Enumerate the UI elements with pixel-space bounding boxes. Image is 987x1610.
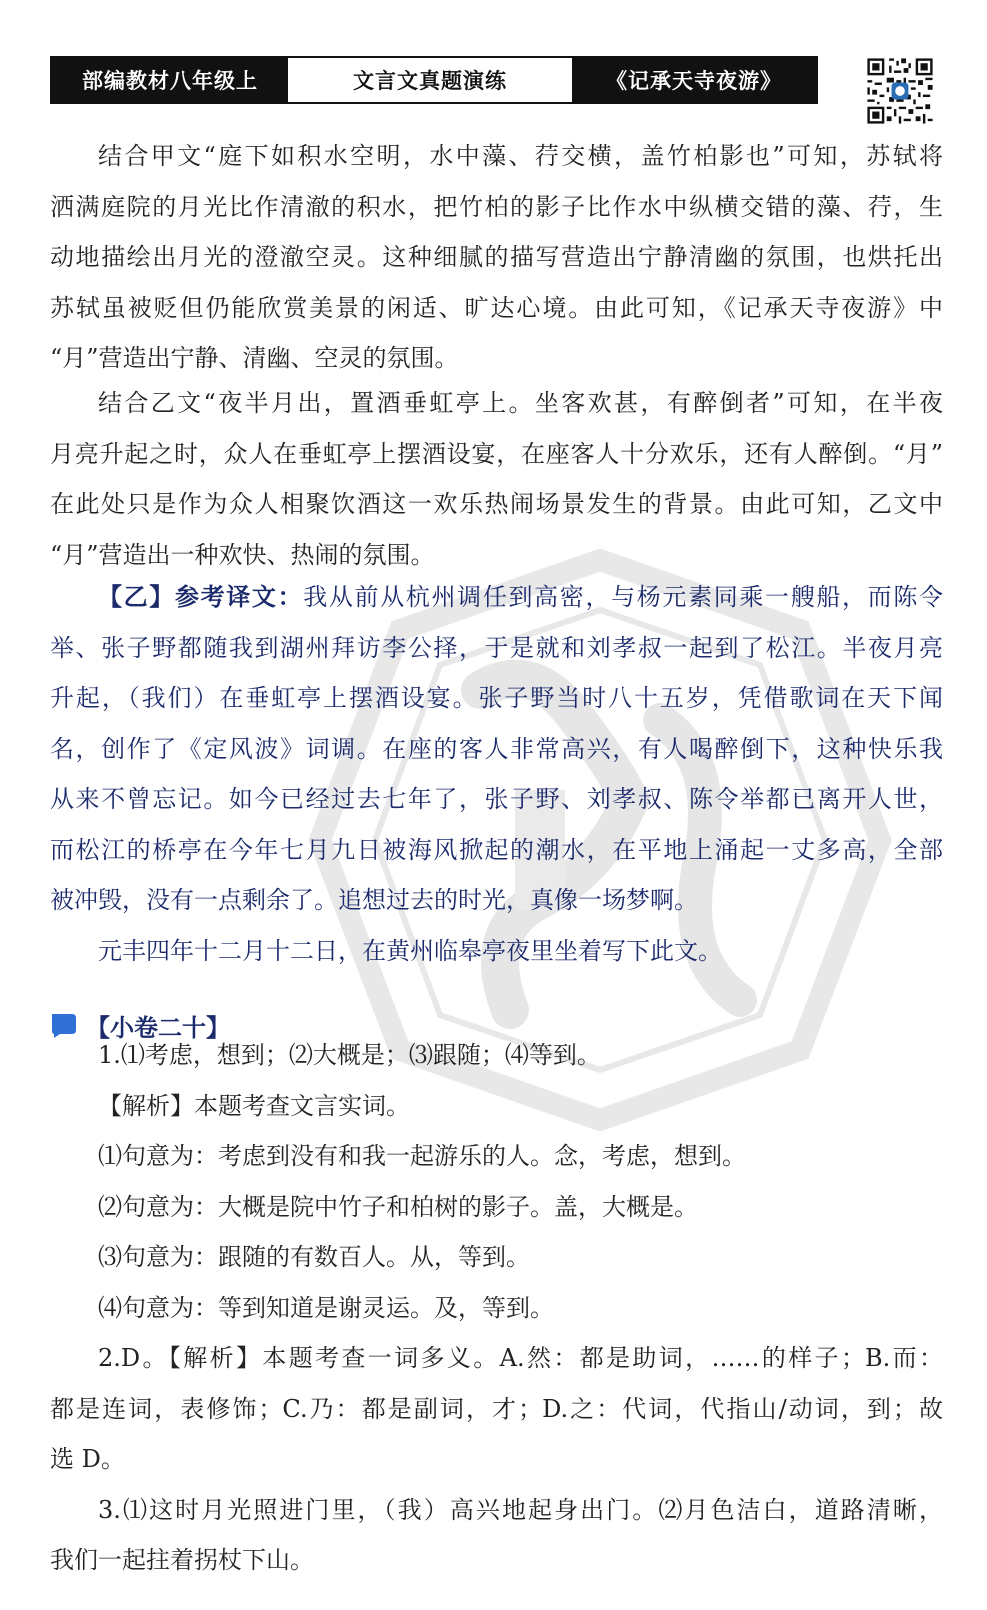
- text-line: 月亮升起之时，众人在垂虹亭上摆酒设宴，在座客人十分欢乐，还有人醉倒。“月”: [50, 439, 943, 468]
- answers-block: [50, 1030, 943, 1586]
- translation-paragraph: [50, 572, 943, 976]
- answer-q1-item: ⑴句意为：考虑到没有和我一起游乐的人。念，考虑，想到。: [98, 1142, 746, 1170]
- text-line: “月”营造出宁静、清幽、空灵的氛围。: [50, 344, 459, 372]
- text-line: 结合甲文“庭下如积水空明，水中藻、荇交横，盖竹柏影也”可知，苏轼将: [98, 142, 943, 170]
- text-line: “月”营造出一种欢快、热闹的氛围。: [50, 540, 435, 569]
- translation-line: 被冲毁，没有一点剩余了。追想过去的时光，真像一场梦啊。: [50, 886, 698, 914]
- translation-line: 升起，（我们）在垂虹亭上摆酒设宴。张子野当时八十五岁，凭借歌词在天下闻: [50, 684, 943, 712]
- text-line: 在此处只是作为众人相聚饮酒这一欢乐热闹场景发生的背景。由此可知，乙文中: [50, 490, 943, 518]
- translation-closing: 元丰四年十二月十二日，在黄州临皋亭夜里坐着写下此文。: [98, 936, 722, 965]
- translation-label: 【乙】参考译文：: [98, 583, 304, 611]
- answer-q1-item: ⑶句意为：跟随的有数百人。从，等到。: [98, 1243, 530, 1271]
- analysis-paragraph-2: [50, 378, 943, 580]
- translation-line: 名，创作了《定风波》词调。在座的客人非常高兴，有人喝醉倒下，这种快乐我: [50, 734, 943, 763]
- answer-q1-analysis: 【解析】本题考查文言实词。: [98, 1091, 410, 1120]
- section-title: 【小卷二十】: [86, 1012, 230, 1042]
- answer-q2-line: 都是连词，表修饰；C.乃：都是副词，才；D.之：代词，代指山/动词，到；故: [50, 1394, 943, 1423]
- answer-q1: 1.⑴考虑，想到；⑵大概是；⑶跟随；⑷等到。: [98, 1041, 601, 1069]
- header-bar: [50, 56, 818, 104]
- text-line: 结合乙文“夜半月出，置酒垂虹亭上。坐客欢甚，有醉倒者”可知，在半夜: [98, 389, 943, 417]
- header-title-label: 《记承天寺夜游》: [572, 58, 816, 102]
- header-grade-label: 部编教材八年级上: [52, 58, 288, 102]
- answer-q3-line: 我们一起拄着拐杖下山。: [50, 1546, 314, 1574]
- text-line: [50, 572, 943, 623]
- answer-q3-line: 3.⑴这时月光照进门里，（我）高兴地起身出门。⑵月色洁白，道路清晰，: [98, 1495, 943, 1524]
- translation-line: 从来不曾忘记。如今已经过去七年了，张子野、刘孝叔、陈令举都已离开人世，: [50, 785, 943, 813]
- answer-q2-line: 选 D。: [50, 1445, 125, 1473]
- answer-q2-line: 2.D。【解析】本题考查一词多义。A.然：都是助词，……的样子；B.而：: [98, 1344, 943, 1372]
- answer-q1-item: ⑷句意为：等到知道是谢灵运。及，等到。: [98, 1293, 554, 1322]
- text-line: 苏轼虽被贬但仍能欣赏美景的闲适、旷达心境。由此可知，《记承天寺夜游》中: [50, 293, 943, 322]
- qr-code-icon: [865, 56, 935, 126]
- translation-line: 举、张子野都随我到湖州拜访李公择，于是就和刘孝叔一起到了松江。半夜月亮: [50, 633, 943, 662]
- header-topic-label: 文言文真题演练: [288, 58, 572, 102]
- analysis-paragraph-1: [50, 131, 943, 384]
- answer-q1-item: ⑵句意为：大概是院中竹子和柏树的影子。盖，大概是。: [98, 1192, 698, 1221]
- translation-line: 而松江的桥亭在今年七月九日被海风掀起的潮水，在平地上涌起一丈多高，全部: [50, 835, 943, 864]
- text-line: 洒满庭院的月光比作清澈的积水，把竹柏的影子比作水中纵横交错的藻、荇，生: [50, 192, 943, 221]
- text-line: 动地描绘出月光的澄澈空灵。这种细腻的描写营造出宁静清幽的氛围，也烘托出: [50, 243, 943, 271]
- translation-line: 我从前从杭州调任到高密，与杨元素同乘一艘船，而陈令: [303, 583, 943, 611]
